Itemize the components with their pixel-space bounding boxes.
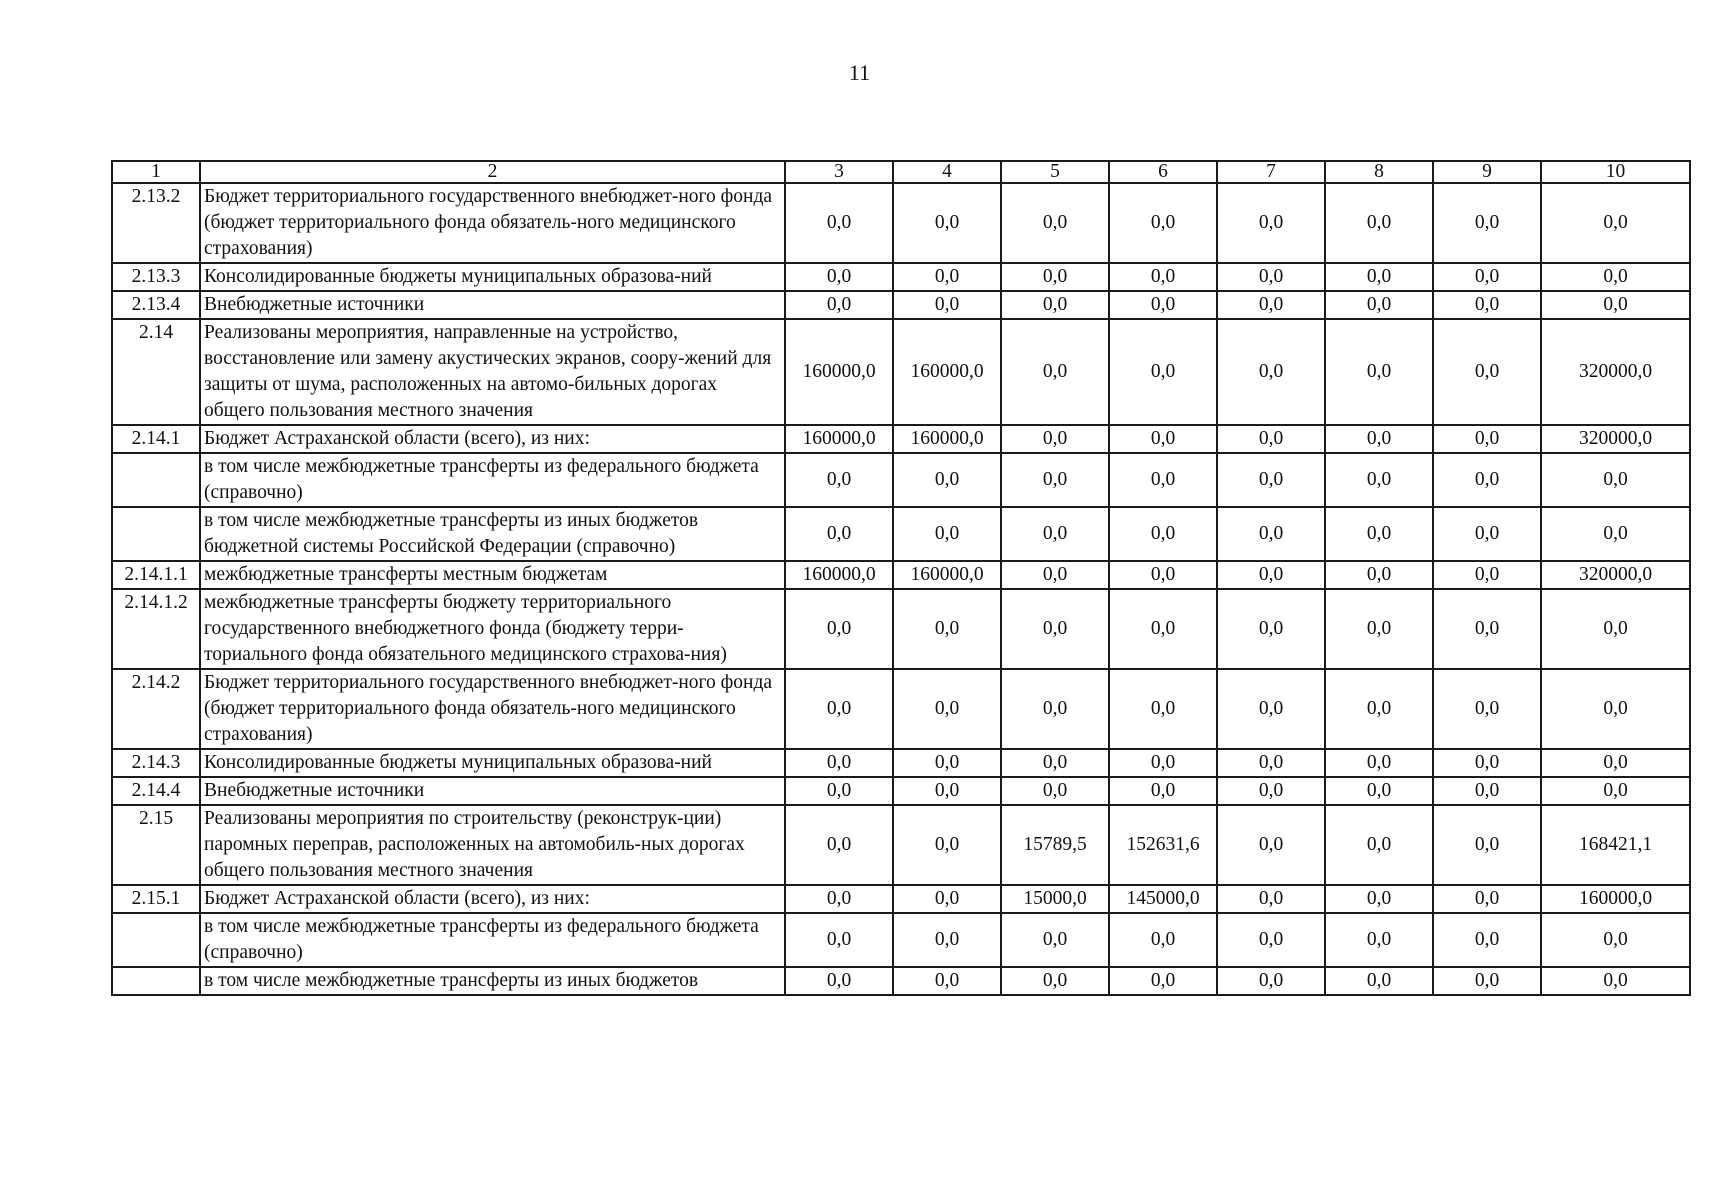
table-row (112, 291, 1690, 319)
value-cell: 0,0 (1109, 507, 1217, 561)
value-cell: 0,0 (1217, 913, 1325, 967)
value-cell: 0,0 (1109, 561, 1217, 589)
row-code: 2.14.3 (112, 749, 200, 777)
value-cell: 0,0 (1433, 777, 1541, 805)
value-cell: 0,0 (1433, 453, 1541, 507)
value-cell: 0,0 (1109, 319, 1217, 425)
row-code: 2.15 (112, 805, 200, 885)
row-code (112, 453, 200, 507)
row-code (112, 507, 200, 561)
table-row (112, 589, 1690, 669)
table-body (112, 161, 1690, 995)
value-cell: 0,0 (1001, 183, 1109, 263)
value-cell: 0,0 (893, 453, 1001, 507)
value-cell: 0,0 (785, 453, 893, 507)
value-cell: 160000,0 (785, 561, 893, 589)
value-cell: 0,0 (1001, 913, 1109, 967)
value-cell: 0,0 (1325, 913, 1433, 967)
row-code (112, 913, 200, 967)
column-number: 9 (1433, 161, 1541, 183)
value-cell: 0,0 (1109, 777, 1217, 805)
value-cell: 0,0 (893, 805, 1001, 885)
value-cell: 0,0 (1433, 291, 1541, 319)
value-cell: 0,0 (1217, 263, 1325, 291)
row-name: Реализованы мероприятия, направленные на устройство, восстановление или замену акустических экранов, соору-жений для защиты от шума, расположенных на автомо-бильных дорогах общего пользования местного значения (200, 319, 785, 425)
row-name: Внебюджетные источники (200, 291, 785, 319)
value-cell: 0,0 (1217, 749, 1325, 777)
value-cell: 0,0 (785, 183, 893, 263)
value-cell: 0,0 (1541, 913, 1690, 967)
value-cell: 0,0 (1541, 183, 1690, 263)
column-number: 7 (1217, 161, 1325, 183)
value-cell: 0,0 (1325, 291, 1433, 319)
value-cell: 0,0 (1109, 589, 1217, 669)
value-cell: 0,0 (1541, 507, 1690, 561)
value-cell: 15000,0 (1001, 885, 1109, 913)
table-row (112, 967, 1690, 995)
value-cell: 0,0 (1001, 291, 1109, 319)
value-cell: 0,0 (1325, 805, 1433, 885)
column-number: 4 (893, 161, 1001, 183)
value-cell: 0,0 (1217, 453, 1325, 507)
value-cell: 0,0 (1433, 589, 1541, 669)
row-name: Внебюджетные источники (200, 777, 785, 805)
value-cell: 0,0 (1001, 589, 1109, 669)
value-cell: 0,0 (893, 669, 1001, 749)
page-number: 11 (848, 60, 871, 85)
table-row (112, 319, 1690, 425)
row-code: 2.14.4 (112, 777, 200, 805)
row-code: 2.13.2 (112, 183, 200, 263)
value-cell: 0,0 (1001, 319, 1109, 425)
value-cell: 160000,0 (1541, 885, 1690, 913)
row-name: Бюджет территориального государственного внебюджет-ного фонда (бюджет территориального фонда обязатель-ного медицинского страхования) (200, 183, 785, 263)
row-name: Реализованы мероприятия по строительству (реконструк-ции) паромных переправ, расположенных на автомобиль-ных дорогах общего пользования местного значения (200, 805, 785, 885)
column-number: 6 (1109, 161, 1217, 183)
table-row (112, 561, 1690, 589)
row-name: Консолидированные бюджеты муниципальных образова-ний (200, 263, 785, 291)
row-code: 2.14.1.1 (112, 561, 200, 589)
value-cell: 0,0 (1433, 507, 1541, 561)
row-code: 2.14.2 (112, 669, 200, 749)
value-cell: 0,0 (1433, 885, 1541, 913)
column-number-row (112, 161, 1690, 183)
value-cell: 0,0 (1433, 425, 1541, 453)
value-cell: 0,0 (1109, 669, 1217, 749)
value-cell: 0,0 (1217, 669, 1325, 749)
value-cell: 320000,0 (1541, 319, 1690, 425)
value-cell: 0,0 (1325, 589, 1433, 669)
table-row (112, 453, 1690, 507)
row-code: 2.14.1.2 (112, 589, 200, 669)
value-cell: 0,0 (893, 913, 1001, 967)
value-cell: 0,0 (1001, 967, 1109, 995)
value-cell: 0,0 (1109, 425, 1217, 453)
value-cell: 0,0 (893, 263, 1001, 291)
value-cell: 0,0 (893, 507, 1001, 561)
value-cell: 0,0 (785, 805, 893, 885)
value-cell: 160000,0 (893, 425, 1001, 453)
table-row (112, 885, 1690, 913)
value-cell: 0,0 (785, 263, 893, 291)
value-cell: 0,0 (785, 291, 893, 319)
row-code: 2.13.3 (112, 263, 200, 291)
value-cell: 0,0 (893, 885, 1001, 913)
table-row (112, 777, 1690, 805)
value-cell: 0,0 (785, 507, 893, 561)
value-cell: 0,0 (785, 967, 893, 995)
value-cell: 0,0 (893, 183, 1001, 263)
value-cell: 0,0 (1541, 669, 1690, 749)
table-row (112, 507, 1690, 561)
row-name: Бюджет территориального государственного внебюджет-ного фонда (бюджет территориального фонда обязатель-ного медицинского страхования) (200, 669, 785, 749)
column-number: 3 (785, 161, 893, 183)
value-cell: 0,0 (1001, 453, 1109, 507)
value-cell: 0,0 (1433, 967, 1541, 995)
value-cell: 0,0 (1001, 561, 1109, 589)
value-cell: 0,0 (1325, 319, 1433, 425)
table-row (112, 263, 1690, 291)
column-number: 1 (112, 161, 200, 183)
value-cell: 0,0 (1217, 319, 1325, 425)
value-cell: 0,0 (1217, 561, 1325, 589)
value-cell: 160000,0 (893, 561, 1001, 589)
value-cell: 0,0 (1541, 453, 1690, 507)
value-cell: 0,0 (1325, 885, 1433, 913)
value-cell: 0,0 (1325, 967, 1433, 995)
row-code: 2.14 (112, 319, 200, 425)
value-cell: 0,0 (785, 749, 893, 777)
table-row (112, 425, 1690, 453)
value-cell: 0,0 (1217, 291, 1325, 319)
value-cell: 0,0 (1001, 669, 1109, 749)
value-cell: 0,0 (1325, 777, 1433, 805)
value-cell: 0,0 (1109, 967, 1217, 995)
value-cell: 0,0 (1001, 263, 1109, 291)
value-cell: 0,0 (1001, 777, 1109, 805)
column-number: 2 (200, 161, 785, 183)
column-number: 8 (1325, 161, 1433, 183)
table-row (112, 749, 1690, 777)
row-code (112, 967, 200, 995)
value-cell: 0,0 (1433, 319, 1541, 425)
value-cell: 0,0 (893, 749, 1001, 777)
value-cell: 0,0 (1541, 967, 1690, 995)
value-cell: 0,0 (1433, 263, 1541, 291)
value-cell: 0,0 (1109, 749, 1217, 777)
value-cell: 0,0 (1217, 967, 1325, 995)
value-cell: 0,0 (1325, 749, 1433, 777)
value-cell: 0,0 (1541, 777, 1690, 805)
value-cell: 0,0 (785, 589, 893, 669)
row-name: межбюджетные трансферты бюджету территориального государственного внебюджетного фонда (бюджету терри-ториального фонда обязательного медицинского страхова-ния) (200, 589, 785, 669)
value-cell: 0,0 (1217, 183, 1325, 263)
value-cell: 168421,1 (1541, 805, 1690, 885)
value-cell: 0,0 (1001, 425, 1109, 453)
value-cell: 0,0 (1433, 183, 1541, 263)
value-cell: 0,0 (1217, 425, 1325, 453)
row-name: Бюджет Астраханской области (всего), из них: (200, 425, 785, 453)
value-cell: 0,0 (893, 291, 1001, 319)
row-name: межбюджетные трансферты местным бюджетам (200, 561, 785, 589)
row-name: в том числе межбюджетные трансферты из федерального бюджета (справочно) (200, 453, 785, 507)
row-name: в том числе межбюджетные трансферты из иных бюджетов бюджетной системы Российской Федерации (справочно) (200, 507, 785, 561)
value-cell: 145000,0 (1109, 885, 1217, 913)
value-cell: 0,0 (1001, 749, 1109, 777)
row-name: в том числе межбюджетные трансферты из федерального бюджета (справочно) (200, 913, 785, 967)
value-cell: 0,0 (1217, 805, 1325, 885)
budget-table (111, 160, 1691, 996)
value-cell: 15789,5 (1001, 805, 1109, 885)
value-cell: 0,0 (1109, 913, 1217, 967)
value-cell: 0,0 (1325, 507, 1433, 561)
value-cell: 160000,0 (785, 425, 893, 453)
value-cell: 0,0 (1433, 913, 1541, 967)
value-cell: 0,0 (1541, 291, 1690, 319)
value-cell: 0,0 (1541, 263, 1690, 291)
row-code: 2.13.4 (112, 291, 200, 319)
value-cell: 0,0 (1217, 777, 1325, 805)
value-cell: 0,0 (1325, 425, 1433, 453)
value-cell: 0,0 (785, 669, 893, 749)
value-cell: 0,0 (1109, 263, 1217, 291)
value-cell: 0,0 (785, 777, 893, 805)
row-name: в том числе межбюджетные трансферты из иных бюджетов (200, 967, 785, 995)
table-row (112, 669, 1690, 749)
value-cell: 152631,6 (1109, 805, 1217, 885)
value-cell: 0,0 (893, 589, 1001, 669)
value-cell: 0,0 (1433, 749, 1541, 777)
value-cell: 0,0 (893, 777, 1001, 805)
column-number: 5 (1001, 161, 1109, 183)
value-cell: 0,0 (1217, 589, 1325, 669)
value-cell: 0,0 (1325, 263, 1433, 291)
value-cell: 0,0 (785, 885, 893, 913)
value-cell: 0,0 (1541, 749, 1690, 777)
value-cell: 0,0 (1109, 183, 1217, 263)
value-cell: 160000,0 (893, 319, 1001, 425)
value-cell: 0,0 (1433, 561, 1541, 589)
value-cell: 160000,0 (785, 319, 893, 425)
value-cell: 0,0 (1325, 561, 1433, 589)
row-code: 2.14.1 (112, 425, 200, 453)
value-cell: 0,0 (893, 967, 1001, 995)
value-cell: 320000,0 (1541, 561, 1690, 589)
table-row (112, 913, 1690, 967)
table-row (112, 183, 1690, 263)
value-cell: 0,0 (1325, 453, 1433, 507)
value-cell: 0,0 (1001, 507, 1109, 561)
value-cell: 0,0 (785, 913, 893, 967)
value-cell: 0,0 (1541, 589, 1690, 669)
value-cell: 0,0 (1109, 453, 1217, 507)
value-cell: 0,0 (1217, 885, 1325, 913)
column-number: 10 (1541, 161, 1690, 183)
value-cell: 320000,0 (1541, 425, 1690, 453)
value-cell: 0,0 (1433, 805, 1541, 885)
row-name: Консолидированные бюджеты муниципальных образова-ний (200, 749, 785, 777)
table-row (112, 805, 1690, 885)
value-cell: 0,0 (1325, 669, 1433, 749)
value-cell: 0,0 (1109, 291, 1217, 319)
value-cell: 0,0 (1433, 669, 1541, 749)
row-code: 2.15.1 (112, 885, 200, 913)
row-name: Бюджет Астраханской области (всего), из них: (200, 885, 785, 913)
value-cell: 0,0 (1325, 183, 1433, 263)
value-cell: 0,0 (1217, 507, 1325, 561)
